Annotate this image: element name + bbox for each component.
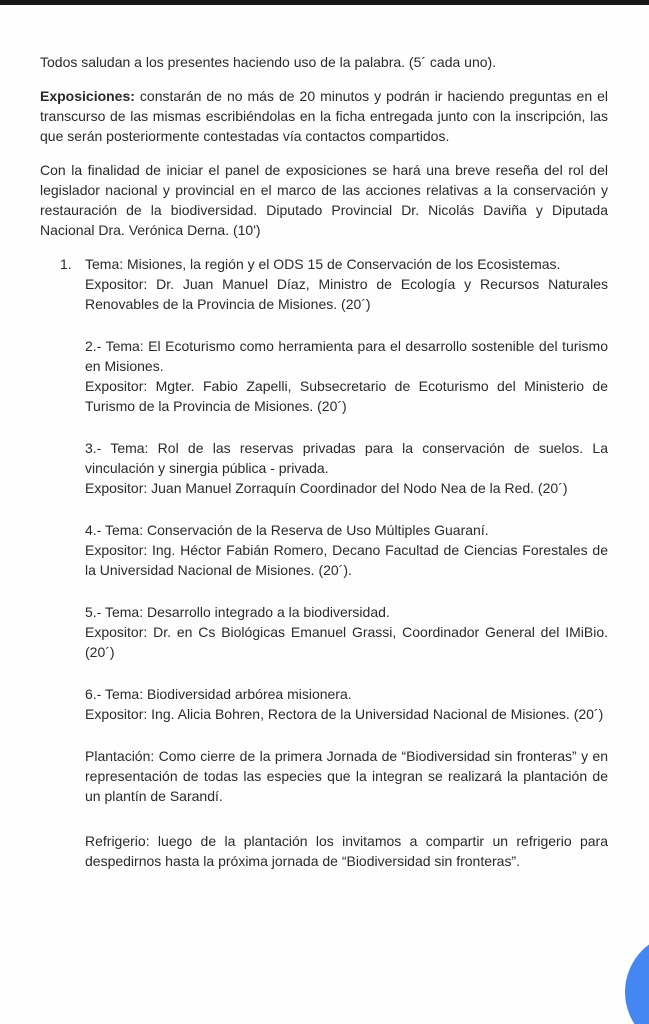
agenda-item-6 bbox=[85, 684, 608, 724]
agenda-list bbox=[60, 254, 608, 871]
agenda-item-3 bbox=[85, 438, 608, 498]
exposiciones-paragraph bbox=[40, 86, 608, 146]
exposiciones-body: constarán de no más de 20 minutos y podrán ir haciendo preguntas en el transcurso de las mismas escribiéndolas en la ficha entregada junto con la inscripción, las que serán posteriormente contestadas vía contactos compartidos. bbox=[40, 88, 608, 144]
agenda-item-expositor: Expositor: Dr. Juan Manuel Díaz, Ministro de Ecología y Recursos Naturales Renovables de la Provincia de Misiones. (20´) bbox=[85, 276, 608, 312]
exposiciones-lead: Exposiciones: bbox=[40, 88, 135, 104]
agenda-item-expositor: Expositor: Juan Manuel Zorraquín Coordinador del Nodo Nea de la Red. (20´) bbox=[85, 480, 568, 496]
agenda-item-number: 1. bbox=[60, 256, 72, 272]
floating-action-button[interactable] bbox=[625, 933, 649, 1024]
agenda-item-expositor: Expositor: Dr. en Cs Biológicas Emanuel Grassi, Coordinador General del IMiBio. (20´) bbox=[85, 624, 608, 660]
intro-paragraph: Todos saludan a los presentes haciendo uso de la palabra. (5´ cada uno). bbox=[40, 54, 497, 70]
agenda-item-2 bbox=[85, 336, 608, 416]
agenda-item-expositor: Expositor: Mgter. Fabio Zapelli, Subsecretario de Ecoturismo del Ministerio de Turismo de la Provincia de Misiones. (20´) bbox=[85, 378, 608, 414]
plantacion-paragraph: Plantación: Como cierre de la primera Jornada de “Biodiversidad sin fronteras” y en representación de todas las especies que la integran se realizará la plantación de un plantín de Sarandí. bbox=[85, 748, 608, 804]
agenda-item-expositor: Expositor: Ing. Alicia Bohren, Rectora de la Universidad Nacional de Misiones. (20´) bbox=[85, 706, 604, 722]
agenda-item-expositor: Expositor: Ing. Héctor Fabián Romero, Decano Facultad de Ciencias Forestales de la Universidad Nacional de Misiones. (20´). bbox=[85, 542, 608, 578]
refrigerio-paragraph: Refrigerio: luego de la plantación los invitamos a compartir un refrigerio para despedirnos hasta la próxima jornada de “Biodiversidad sin fronteras”. bbox=[85, 833, 608, 869]
agenda-item-tema: 5.- Tema: Desarrollo integrado a la biodiversidad. bbox=[85, 604, 390, 620]
agenda-item-tema: Tema: Misiones, la región y el ODS 15 de Conservación de los Ecosistemas. bbox=[85, 256, 561, 272]
agenda-item-4 bbox=[85, 520, 608, 580]
agenda-item-tema: 6.- Tema: Biodiversidad arbórea misionera. bbox=[85, 686, 352, 702]
agenda-item-1 bbox=[60, 254, 608, 314]
panel-intro-paragraph: Con la finalidad de iniciar el panel de exposiciones se hará una breve reseña del rol del legislador nacional y provincial en el marco de las acciones relativas a la conservación y restauración de la biodiversidad. Diputado Provincial Dr. Nicolás Daviña y Diputada Nacional Dra. Verónica Derna. (10') bbox=[40, 162, 608, 238]
agenda-item-tema: 3.- Tema: Rol de las reservas privadas para la conservación de suelos. La vinculación y sinergia pública - privada. bbox=[85, 440, 608, 476]
agenda-item-tema: 4.- Tema: Conservación de la Reserva de Uso Múltiples Guaraní. bbox=[85, 522, 489, 538]
agenda-item-5 bbox=[85, 602, 608, 662]
top-bar bbox=[0, 0, 649, 5]
agenda-item-tema: 2.- Tema: El Ecoturismo como herramienta para el desarrollo sostenible del turismo en Misiones. bbox=[85, 338, 608, 374]
